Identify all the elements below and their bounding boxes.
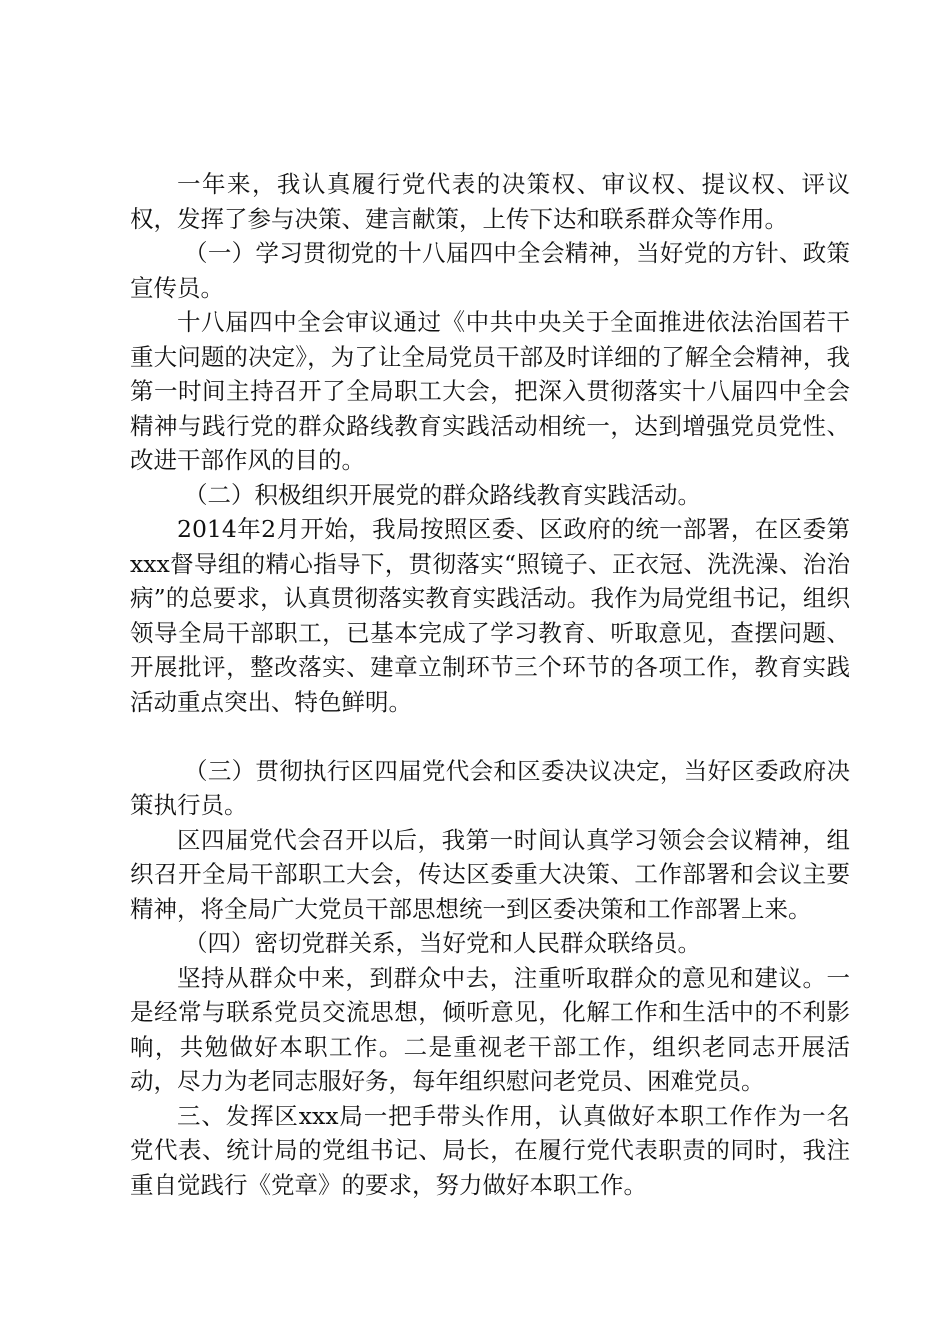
paragraph-section-1: 十八届四中全会审议通过《中共中央关于全面推进依法治国若干重大问题的决定》，为了让全局党员干部及时详细的了解全会精神，我第一时间主持召开了全局职工大会，把深入贯彻落实十八届四中全会精神与践行党的群众路线教育实践活动相统一，达到增强党员党性、改进干部作风的目的。 bbox=[130, 308, 850, 474]
document-body bbox=[130, 167, 850, 1202]
paragraph-intro: 一年来，我认真履行党代表的决策权、审议权、提议权、评议权，发挥了参与决策、建言献策，上传下达和联系群众等作用。 bbox=[130, 170, 850, 233]
paragraph-part-3: 三、发挥区xxx局一把手带头作用，认真做好本职工作作为一名党代表、统计局的党组书记、局长，在履行党代表职责的同时，我注重自觉践行《党章》的要求，努力做好本职工作。 bbox=[130, 1101, 850, 1199]
section-heading-4: （四）密切党群关系，当好党和人民群众联络员。 bbox=[184, 929, 702, 957]
paragraph-section-4: 坚持从群众中来，到群众中去，注重听取群众的意见和建议。一是经常与联系党员交流思想，倾听意见，化解工作和生活中的不利影响，共勉做好本职工作。二是重视老干部工作，组织老同志开展活动，尽力为老同志服好务，每年组织慰问老党员、困难党员。 bbox=[130, 963, 850, 1095]
section-heading-2: （二）积极组织开展党的群众路线教育实践活动。 bbox=[184, 480, 702, 509]
section-heading-1: （一）学习贯彻党的十八届四中全会精神，当好党的方针、政策宣传员。 bbox=[130, 239, 850, 302]
paragraph-section-3: 区四届党代会召开以后，我第一时间认真学习领会会议精神，组织召开全局干部职工大会，传达区委重大决策、工作部署和会议主要精神，将全局广大党员干部思想统一到区委决策和工作部署上来。 bbox=[130, 825, 850, 923]
paragraph-section-2: 2014年2月开始，我局按照区委、区政府的统一部署，在区委第xxx督导组的精心指导下，贯彻落实“照镜子、正衣冠、洗洗澡、治治病”的总要求，认真贯彻落实教育实践活动。我作为局党组书记，组织领导全局干部职工，已基本完成了学习教育、听取意见，查摆问题、开展批评，整改落实、建章立制环节三个环节的各项工作，教育实践活动重点突出、特色鲜明。 bbox=[130, 515, 850, 716]
section-heading-3: （三）贯彻执行区四届党代会和区委决议决定，当好区委政府决策执行员。 bbox=[130, 756, 850, 819]
blank-line bbox=[130, 719, 850, 754]
